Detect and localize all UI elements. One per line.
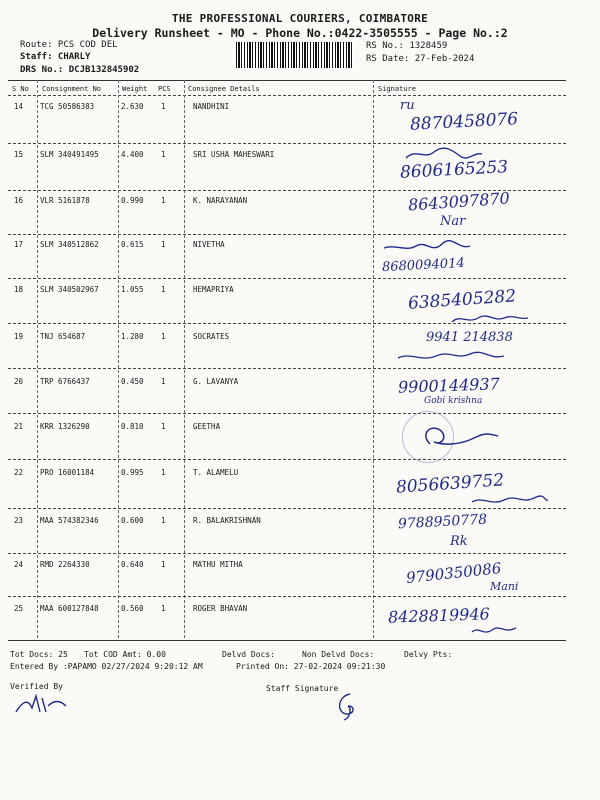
row-pcs: 1 xyxy=(161,468,166,477)
signature-phone: 9900144937 xyxy=(397,374,501,397)
row-consignment-no: VLR 5161878 xyxy=(40,196,90,205)
row-pcs: 1 xyxy=(161,560,166,569)
row-weight: 1.055 xyxy=(121,285,144,294)
column-header-consignment: Consignment No xyxy=(42,85,102,93)
row-weight: 0.990 xyxy=(121,196,144,205)
column-header-consignee: Consignee Details xyxy=(188,85,260,93)
total-docs: Tot Docs: 25 xyxy=(10,650,68,659)
row-consignment-no: TNJ 654687 xyxy=(40,332,86,341)
staff-label: Staff: CHARLY xyxy=(20,52,91,62)
signature-phone: 8870458076 xyxy=(409,109,519,135)
signature-phone: 8643097870 xyxy=(407,188,511,215)
row-separator xyxy=(8,413,566,414)
row-consignment-no: TRP 6766437 xyxy=(40,377,90,386)
row-sno: 14 xyxy=(14,102,24,111)
company-name: THE PROFESSIONAL COURIERS, COIMBATORE xyxy=(171,12,429,25)
delivered-docs: Delvd Docs: xyxy=(222,650,275,659)
row-consignment-no: SLM 340491495 xyxy=(40,150,99,159)
row-pcs: 1 xyxy=(161,332,166,341)
signature-phone: 9788950778 xyxy=(397,511,488,533)
row-sno: 20 xyxy=(14,377,24,386)
row-sno: 19 xyxy=(14,332,24,341)
row-consignment-no: RMD 2264330 xyxy=(40,560,90,569)
runsheet-title: Delivery Runsheet - MO - Phone No.:0422-3505555 - Page No.:2 xyxy=(92,26,508,40)
column-header-signature: Signature xyxy=(378,85,416,93)
row-pcs: 1 xyxy=(161,285,166,294)
column-divider xyxy=(118,80,119,638)
entered-by: Entered By :PAPAMO 02/27/2024 9:20:12 AM xyxy=(10,662,203,671)
rs-number: RS No.: 1328459 xyxy=(366,41,448,51)
row-consignment-no: KRR 1326290 xyxy=(40,422,90,431)
row-sno: 18 xyxy=(14,285,24,294)
row-weight: 0.450 xyxy=(121,377,144,386)
signature-phone: 8056639752 xyxy=(395,470,505,498)
row-sno: 16 xyxy=(14,196,24,205)
row-separator xyxy=(8,368,566,369)
signature-scribble xyxy=(470,624,520,638)
row-pcs: 1 xyxy=(161,102,166,111)
row-consignment-no: SLM 340502967 xyxy=(40,285,99,294)
row-pcs: 1 xyxy=(161,422,166,431)
row-weight: 0.600 xyxy=(121,516,144,525)
row-separator xyxy=(8,459,566,460)
row-weight: 4.400 xyxy=(121,150,144,159)
row-sno: 21 xyxy=(14,422,24,431)
row-separator xyxy=(8,143,566,144)
row-consignee: SOCRATES xyxy=(193,332,230,341)
column-divider xyxy=(37,80,38,638)
row-sno: 24 xyxy=(14,560,24,569)
signature-phone: 9790350086 xyxy=(405,559,503,587)
row-weight: 0.995 xyxy=(121,468,144,477)
printed-on: Printed On: 27-02-2024 09:21:30 xyxy=(236,662,386,671)
signature-initial: ru xyxy=(400,98,415,113)
row-weight: 0.810 xyxy=(121,422,144,431)
signature-scribble xyxy=(412,420,502,450)
row-consignment-no: PRO 16001184 xyxy=(40,468,95,477)
row-consignee: SRI USHA MAHESWARI xyxy=(193,150,275,159)
row-consignee: GEETHA xyxy=(193,422,221,431)
row-weight: 0.560 xyxy=(121,604,144,613)
verified-by-label: Verified By xyxy=(10,682,63,691)
row-consignee: NANDHINI xyxy=(193,102,230,111)
non-delivered-docs: Non Delvd Docs: xyxy=(302,650,375,659)
column-header-weight: Weight xyxy=(122,85,148,93)
row-weight: 2.630 xyxy=(121,102,144,111)
header-bottom-rule xyxy=(8,95,566,96)
column-divider xyxy=(373,80,374,638)
signature-name: Gobi krishna xyxy=(424,396,483,406)
signature-scribble xyxy=(396,350,506,364)
delivery-points: Delvy Pts: xyxy=(404,650,453,659)
row-pcs: 1 xyxy=(161,196,166,205)
row-separator xyxy=(8,508,566,509)
row-weight: 0.640 xyxy=(121,560,144,569)
row-pcs: 1 xyxy=(161,516,166,525)
column-divider xyxy=(184,80,185,638)
row-consignee: NIVETHA xyxy=(193,240,225,249)
row-sno: 17 xyxy=(14,240,24,249)
row-consignee: K. NARAYANAN xyxy=(193,196,248,205)
row-sno: 15 xyxy=(14,150,24,159)
row-separator xyxy=(8,596,566,597)
signature-name: Rk xyxy=(450,534,468,549)
row-consignment-no: SLM 340512862 xyxy=(40,240,99,249)
barcode xyxy=(236,42,354,68)
row-pcs: 1 xyxy=(161,240,166,249)
row-weight: 0.615 xyxy=(121,240,144,249)
row-separator xyxy=(8,553,566,554)
row-consignment-no: MAA 574382346 xyxy=(40,516,99,525)
row-consignee: G. LAVANYA xyxy=(193,377,239,386)
staff-signature xyxy=(330,690,366,722)
row-separator xyxy=(8,234,566,235)
row-consignee: HEMAPRIYA xyxy=(193,285,234,294)
row-sno: 22 xyxy=(14,468,24,477)
row-pcs: 1 xyxy=(161,150,166,159)
row-consignee: R. BALAKRISHNAN xyxy=(193,516,261,525)
signature-phone: 8606165253 xyxy=(399,157,509,183)
verified-signature xyxy=(12,692,72,718)
signature-phone: 6385405282 xyxy=(407,286,517,314)
row-pcs: 1 xyxy=(161,377,166,386)
staff-signature-label: Staff Signature xyxy=(266,684,339,693)
signature-name: Mani xyxy=(490,580,519,593)
signature-scribble xyxy=(450,312,530,326)
row-consignment-no: MAA 600127848 xyxy=(40,604,99,613)
signature-name: Nar xyxy=(440,214,466,229)
row-consignee: MATHU MITHA xyxy=(193,560,243,569)
total-cod-amount: Tot COD Amt: 0.00 xyxy=(84,650,166,659)
signature-phone: 9941 214838 xyxy=(426,330,513,345)
column-header-sno: S No xyxy=(12,85,29,93)
table-top-rule xyxy=(8,80,566,81)
table-bottom-rule xyxy=(8,640,566,641)
route-label: Route: PCS COD DEL xyxy=(20,40,118,50)
row-weight: 1.280 xyxy=(121,332,144,341)
column-header-pcs: PCS xyxy=(158,85,171,93)
signature-phone: 8428819946 xyxy=(387,604,491,627)
row-separator xyxy=(8,278,566,279)
row-consignee: ROGER BHAVAN xyxy=(193,604,248,613)
row-consignment-no: TCG 50586383 xyxy=(40,102,95,111)
row-consignee: T. ALAMELU xyxy=(193,468,239,477)
rs-date: RS Date: 27-Feb-2024 xyxy=(366,54,475,64)
row-pcs: 1 xyxy=(161,604,166,613)
row-sno: 23 xyxy=(14,516,24,525)
signature-phone: 8680094014 xyxy=(381,255,466,276)
row-sno: 25 xyxy=(14,604,24,613)
signature-scribble xyxy=(470,494,550,508)
drs-number: DRS No.: DCJB132845902 xyxy=(20,65,140,75)
